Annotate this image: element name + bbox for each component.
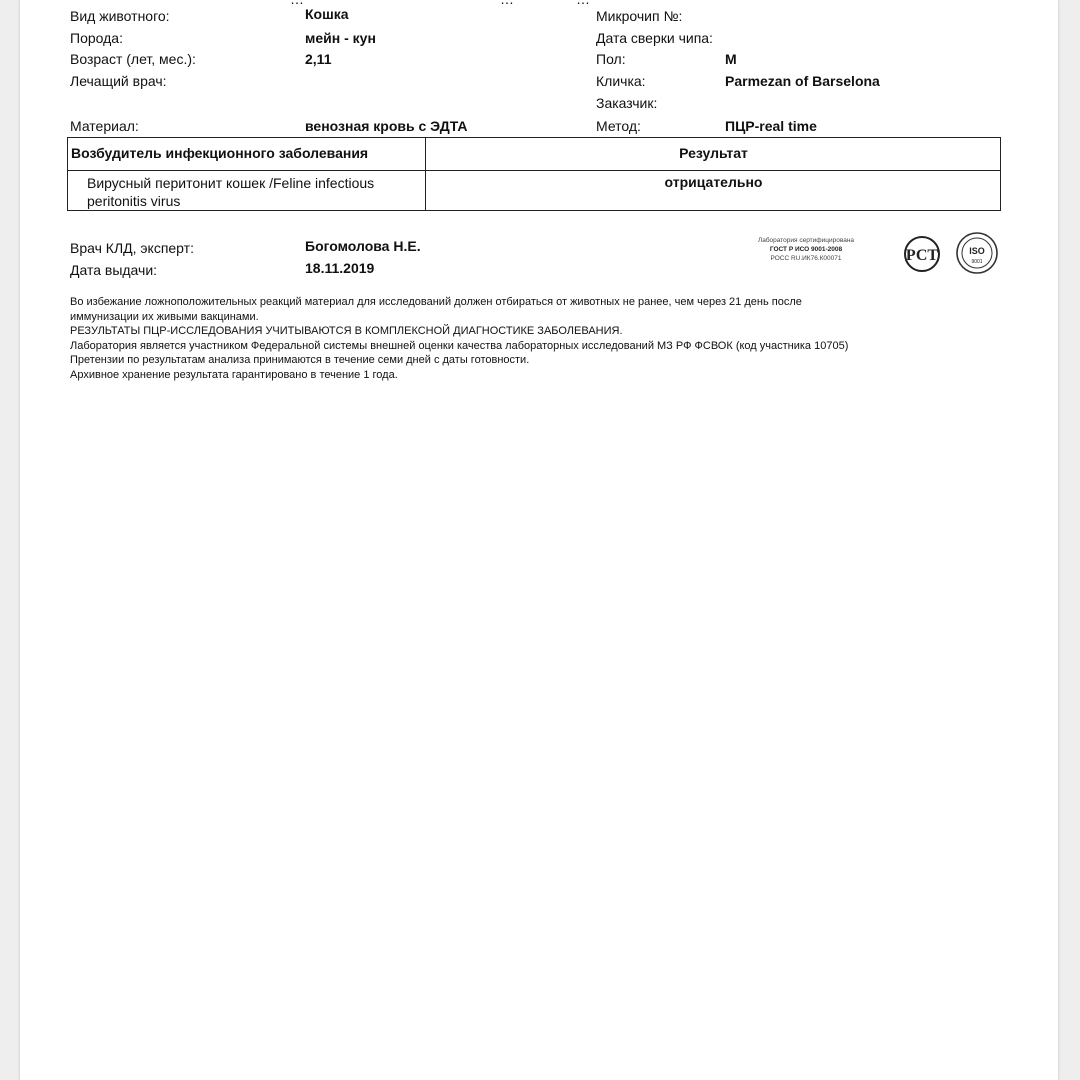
material-value: венозная кровь с ЭДТА [305,118,468,134]
table-header-pathogen: Возбудитель инфекционного заболевания [71,145,369,161]
cut-off-text [576,0,590,7]
expert-value: Богомолова Н.Е. [305,238,421,254]
cut-off-text [290,0,304,7]
pathogen-line-1: Вирусный перитонит кошек /Feline infectious [87,175,375,191]
cert-line-3: РОСС RU.ИК76.К00071 [770,255,842,262]
svg-text:РСТ: РСТ [905,247,939,264]
certification-text [742,236,870,263]
pet-name-value: Parmezan of Barselona [725,73,880,89]
cut-off-text [500,0,514,7]
chip-date-label: Дата сверки чипа: [596,30,713,46]
pct-logo-icon [905,237,939,271]
note-line-5: Претензии по результатам анализа принимаются в течение семи дней с даты готовности. [70,354,530,366]
chip-label: Микрочип №: [596,8,683,24]
table-header-result: Результат [679,145,748,161]
note-line-2: иммунизации их живыми вакцинами. [70,310,259,323]
table-cell-pathogen [87,174,374,210]
species-label: Вид животного: [70,8,170,24]
certification-logos [900,232,1002,276]
note-line-3: РЕЗУЛЬТАТЫ ПЦР-ИССЛЕДОВАНИЯ УЧИТЫВАЮТСЯ В КОМПЛЕКСНОЙ ДИАГНОСТИКЕ ЗАБОЛЕВАНИЯ. [70,325,623,337]
sex-value: М [725,51,737,67]
cert-line-1: Лаборатория сертифицирована [757,237,855,244]
material-label: Материал: [70,118,139,134]
method-value: ПЦР-real time [725,118,817,134]
table-row-divider [68,170,1000,171]
cert-line-2: ГОСТ Р ИСО 9001-2008 [769,246,843,253]
method-label: Метод: [596,118,641,134]
species-value: Кошка [305,6,349,22]
note-line-6: Архивное хранение результата гарантировано в течение 1 года. [70,368,398,381]
age-label: Возраст (лет, мес.): [70,51,196,67]
note-line-1: Во избежание ложноположительных реакций материал для исследований должен отбираться от животных не ранее, чем через 21 день после [70,296,802,308]
document-page [20,0,1058,1080]
results-table [67,137,1001,211]
svg-text:ISO: ISO [969,246,985,256]
svg-text:9001: 9001 [971,259,983,265]
issue-date-label: Дата выдачи: [70,262,158,278]
note-line-4: Лаборатория является участником Федеральной системы внешней оценки качества лабораторных исследований МЗ РФ ФСВОК (код участника 10705) [70,339,849,352]
pathogen-line-2: peritonitis virus [87,193,181,209]
sex-label: Пол: [596,51,626,67]
breed-value: мейн - кун [305,30,376,46]
issue-date-value: 18.11.2019 [305,260,375,276]
iso-logo-icon [957,233,997,273]
breed-label: Порода: [70,30,123,46]
table-cell-result: отрицательно [664,174,763,190]
age-value: 2,11 [305,51,332,67]
pet-name-label: Кличка: [596,73,646,89]
notes-block [70,295,848,382]
client-label: Заказчик: [596,95,658,111]
expert-label: Врач КЛД, эксперт: [70,240,194,256]
doctor-label: Лечащий врач: [70,73,167,89]
